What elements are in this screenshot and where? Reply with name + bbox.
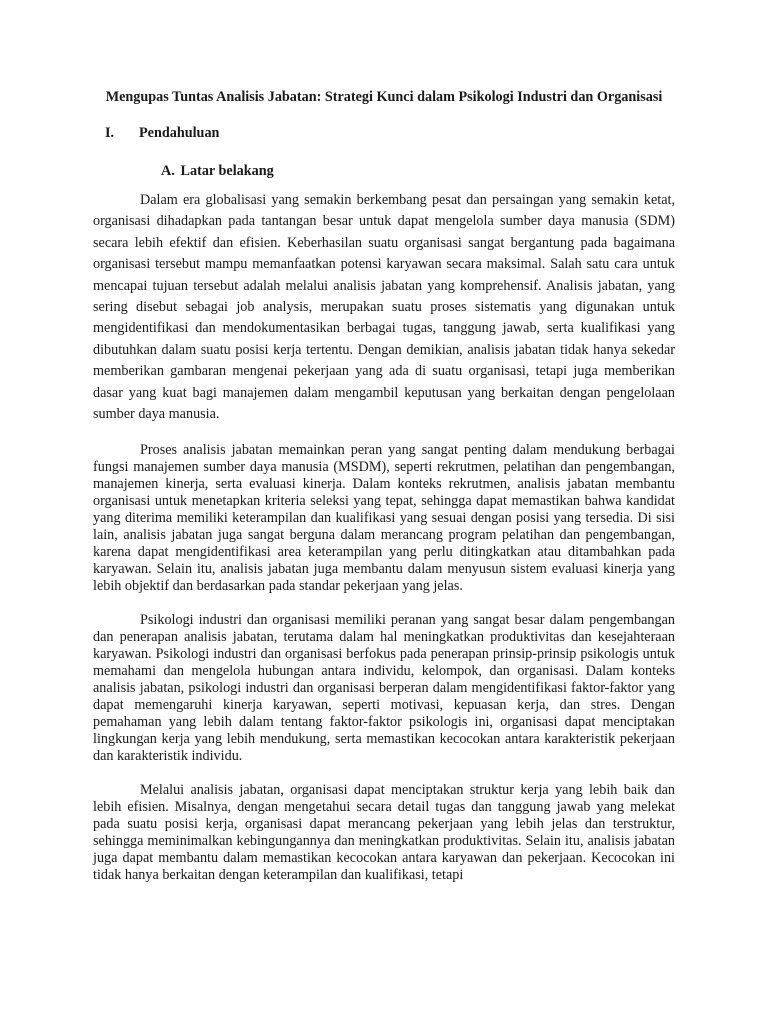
document-title: Mengupas Tuntas Analisis Jabatan: Strategi Kunci dalam Psikologi Industri dan Organisasi: [105, 89, 663, 105]
subsection-label: Latar belakang: [180, 163, 274, 179]
paragraph-2: Proses analisis jabatan memainkan peran yang sangat penting dalam mendukung berbagai fungsi manajemen sumber daya manusia (MSDM), seperti rekrutmen, pelatihan dan pengembangan, manajemen kinerja, serta evaluasi kinerja. Dalam konteks rekrutmen, analisis jabatan membantu organisasi untuk menetapkan kriteria seleksi yang tepat, sehingga dapat memastikan bahwa kandidat yang diterima memiliki keterampilan dan kualifikasi yang sesuai dengan posisi yang tersedia. Di sisi lain, analisis jabatan juga sangat berguna dalam merancang program pelatihan dan pengembangan, karena dapat mengidentifikasi area keterampilan yang perlu ditingkatkan atau ditambahkan pada karyawan. Selain itu, analisis jabatan juga membantu dalam menyusun sistem evaluasi kinerja yang lebih objektif dan berdasarkan pada standar pekerjaan yang jelas.: [93, 442, 675, 595]
section-label: Pendahuluan: [139, 125, 220, 141]
section-heading: [93, 124, 675, 142]
paragraph-3: Psikologi industri dan organisasi memiliki peranan yang sangat besar dalam pengembangan dan penerapan analisis jabatan, terutama dalam hal meningkatkan produktivitas dan kesejahteraan karyawan. Psikologi industri dan organisasi berfokus pada penerapan prinsip-prinsip psikologis untuk memahami dan mengelola hubungan antara individu, kelompok, dan organisasi. Dalam konteks analisis jabatan, psikologi industri dan organisasi berperan dalam mengidentifikasi faktor-faktor yang dapat memengaruhi kinerja karyawan, seperti motivasi, kepuasan kerja, dan stres. Dengan pemahaman yang lebih dalam tentang faktor-faktor psikologis ini, organisasi dapat menciptakan lingkungan kerja yang lebih mendukung, serta memastikan kecocokan antara karakteristik pekerjaan dan karakteristik individu.: [93, 612, 675, 765]
subsection-heading: [93, 162, 675, 180]
subsection-number: A.: [161, 163, 175, 179]
document-page: [93, 88, 675, 884]
paragraph-4: Melalui analisis jabatan, organisasi dapat menciptakan struktur kerja yang lebih baik dan lebih efisien. Misalnya, dengan mengetahui secara detail tugas dan tanggung jawab yang melekat pada suatu posisi kerja, organisasi dapat merancang pekerjaan yang lebih jelas dan terstruktur, sehingga meminimalkan kebingungannya dan meningkatkan produktivitas. Selain itu, analisis jabatan juga dapat membantu dalam memastikan kecocokan antara karyawan dan pekerjaan. Kecocokan ini tidak hanya berkaitan dengan keterampilan dan kualifikasi, tetapi: [93, 782, 675, 884]
paragraph-1: Dalam era globalisasi yang semakin berkembang pesat dan persaingan yang semakin ketat, organisasi dihadapkan pada tantangan besar untuk dapat mengelola sumber daya manusia (SDM) secara lebih efektif dan efisien. Keberhasilan suatu organisasi sangat bergantung pada bagaimana organisasi tersebut mampu memanfaatkan potensi karyawan secara maksimal. Salah satu cara untuk mencapai tujuan tersebut adalah melalui analisis jabatan yang komprehensif. Analisis jabatan, yang sering disebut sebagai job analysis, merupakan suatu proses sistematis yang digunakan untuk mengidentifikasi dan mendokumentasikan berbagai tugas, tanggung jawab, serta kualifikasi yang dibutuhkan dalam suatu posisi kerja tertentu. Dengan demikian, analisis jabatan tidak hanya sekedar memberikan gambaran mengenai pekerjaan yang ada di suatu organisasi, tetapi juga memberikan dasar yang kuat bagi manajemen dalam mengambil keputusan yang berkaitan dengan pengelolaan sumber daya manusia.: [93, 192, 675, 423]
section-number: I.: [105, 125, 115, 141]
